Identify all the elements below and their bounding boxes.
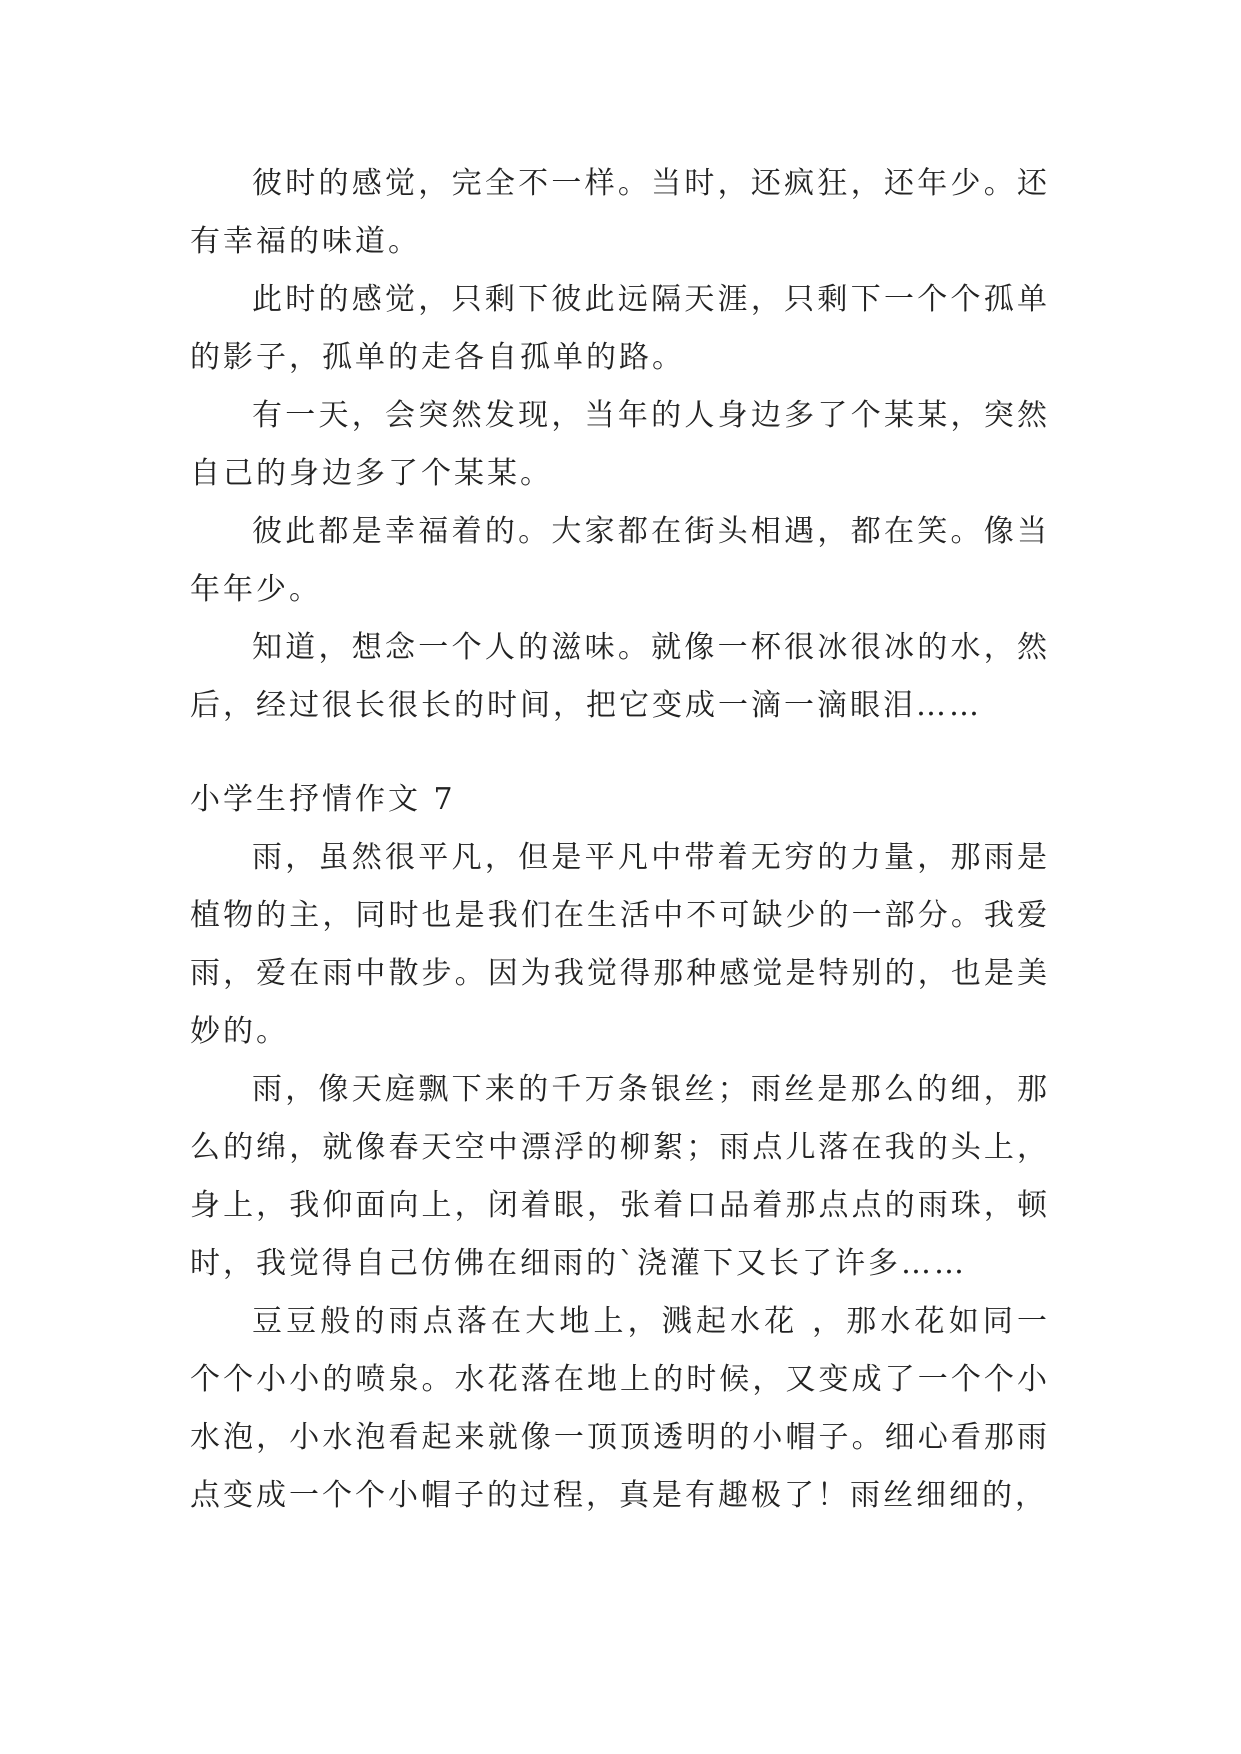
paragraph: 雨，像天庭飘下来的千万条银丝；雨丝是那么的细，那么的绵，就像春天空中漂浮的柳絮；雨点儿落在我的头上，身上，我仰面向上，闭着眼，张着口品着那点点的雨珠，顿时，我觉得自己仿佛在细雨的`浇灌下又长了许多……: [190, 1072, 1050, 1281]
paragraph: 彼时的感觉，完全不一样。当时，还疯狂，还年少。还有幸福的味道。: [190, 166, 1050, 259]
paragraph: 此时的感觉，只剩下彼此远隔天涯，只剩下一个个孤单的影子，孤单的走各自孤单的路。: [190, 282, 1050, 375]
paragraph: 雨，虽然很平凡，但是平凡中带着无穷的力量，那雨是植物的主，同时也是我们在生活中不可缺少的一部分。我爱雨，爱在雨中散步。因为我觉得那种感觉是特别的，也是美妙的。: [190, 840, 1050, 1049]
document-body: [190, 155, 1050, 1525]
paragraph: 知道，想念一个人的滋味。就像一杯很冰很冰的水，然后，经过很长很长的时间，把它变成一滴一滴眼泪……: [190, 630, 1050, 723]
paragraph: 有一天，会突然发现，当年的人身边多了个某某，突然自己的身边多了个某某。: [190, 398, 1050, 491]
paragraph: 豆豆般的雨点落在大地上，溅起水花 ，那水花如同一个个小小的喷泉。水花落在地上的时候，又变成了一个个小水泡，小水泡看起来就像一顶顶透明的小帽子。细心看那雨点变成一个个小帽子的过程，真是有趣极了！雨丝细细的，: [190, 1304, 1050, 1513]
section-heading: 小学生抒情作文 7: [190, 782, 456, 817]
paragraph: 彼此都是幸福着的。大家都在街头相遇，都在笑。像当年年少。: [190, 514, 1050, 607]
